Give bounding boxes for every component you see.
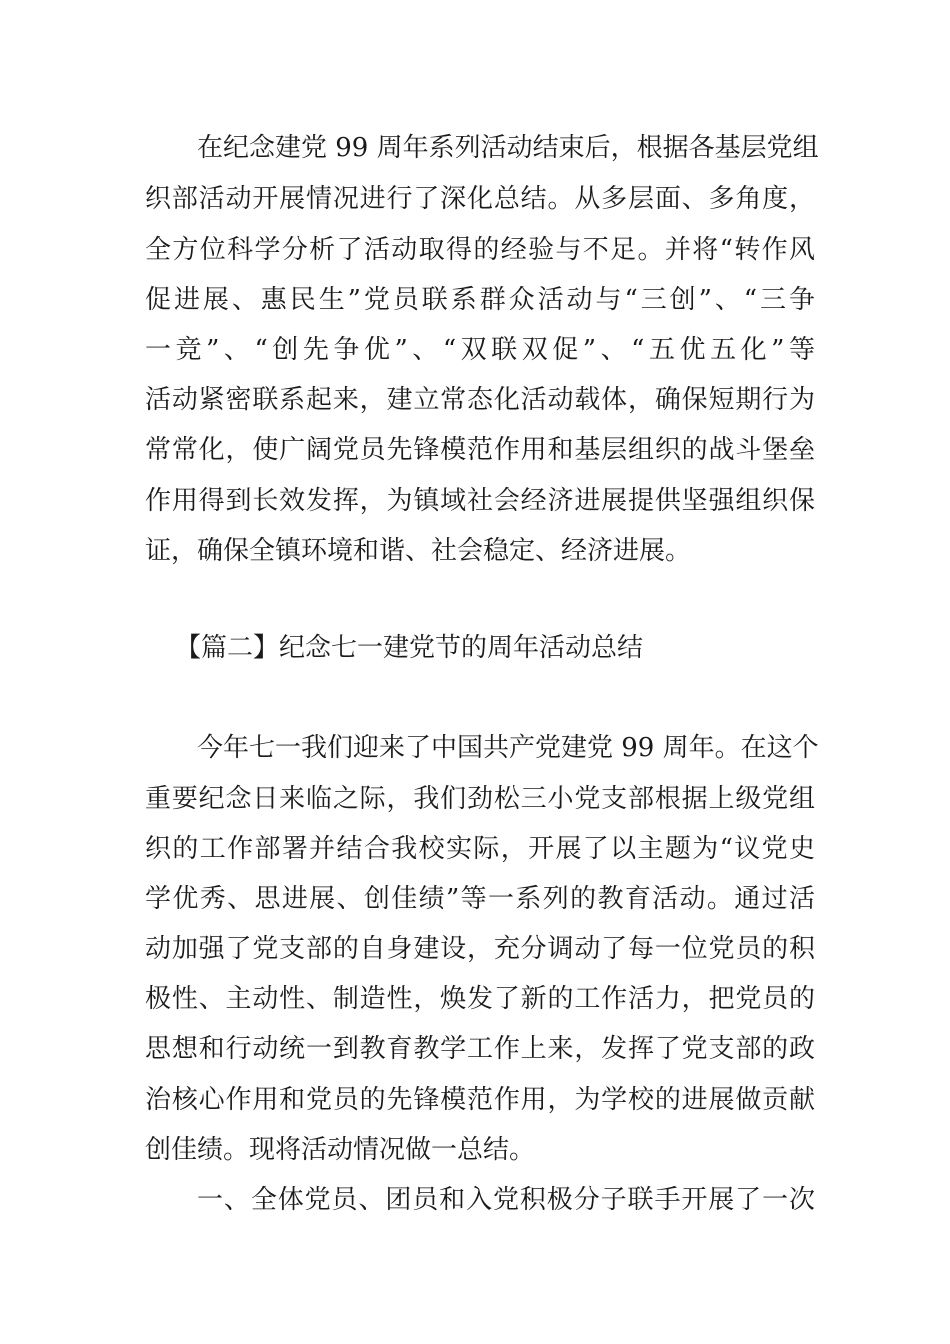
- paragraph-2-line-1: 今年七一我们迎来了中国共产党建党 99 周年。在这个: [197, 733, 819, 763]
- paragraph-2-line-2: 重要纪念日来临之际，我们劲松三小党支部根据上级党组: [145, 784, 815, 814]
- paragraph-2-line-9: 创佳绩。现将活动情况做一总结。: [145, 1135, 536, 1165]
- paragraph-3-line-1: 一、全体党员、团员和入党积极分子联手开展了一次: [197, 1185, 815, 1215]
- paragraph-2-line-7: 思想和行动统一到教育教学工作上来，发挥了党支部的政: [145, 1034, 815, 1064]
- paragraph-2-line-4: 学优秀、思进展、创佳绩”等一系列的教育活动。通过活: [145, 884, 815, 914]
- paragraph-2-line-6: 极性、主动性、制造性，焕发了新的工作活力，把党员的: [145, 984, 815, 1014]
- paragraph-2-line-5: 动加强了党支部的自身建设，充分调动了每一位党员的积: [145, 934, 815, 964]
- paragraph-1-line-5: 一竞”、“创先争优”、“双联双促”、“五优五化”等: [145, 335, 815, 365]
- paragraph-1-line-6: 活动紧密联系起来，建立常态化活动载体，确保短期行为: [145, 385, 815, 415]
- paragraph-1-line-8: 作用得到长效发挥，为镇域社会经济进展提供坚强组织保: [145, 486, 815, 516]
- paragraph-1-line-4: 促进展、惠民生”党员联系群众活动与“三创”、“三争: [145, 285, 815, 315]
- paragraph-2-line-8: 治核心作用和党员的先锋模范作用，为学校的进展做贡献: [145, 1085, 815, 1115]
- paragraph-2-line-3: 织的工作部署并结合我校实际，开展了以主题为“议党史: [145, 834, 815, 864]
- section-heading: 【篇二】纪念七一建党节的周年活动总结: [175, 633, 644, 663]
- paragraph-1-line-3: 全方位科学分析了活动取得的经验与不足。并将“转作风: [145, 235, 815, 265]
- paragraph-1-line-2: 织部活动开展情况进行了深化总结。从多层面、多角度，: [145, 184, 815, 214]
- paragraph-1-line-1: 在纪念建党 99 周年系列活动结束后，根据各基层党组: [197, 133, 819, 163]
- paragraph-1-line-7: 常常化，使广阔党员先锋模范作用和基层组织的战斗堡垒: [145, 435, 815, 465]
- paragraph-1-line-9: 证，确保全镇环境和谐、社会稳定、经济进展。: [145, 536, 692, 566]
